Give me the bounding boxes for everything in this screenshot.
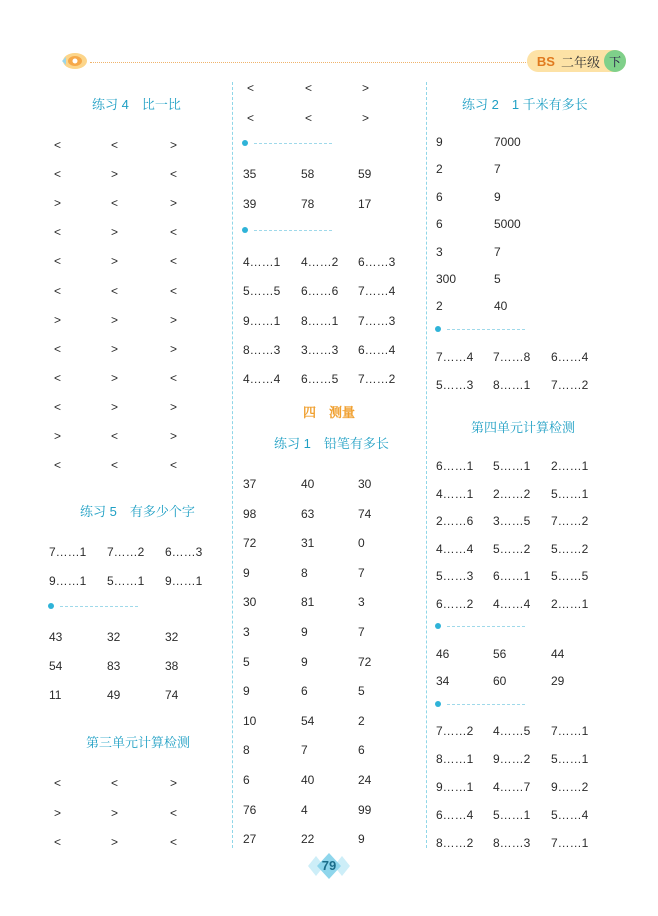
answer-cell: < [54,138,62,152]
answer-cell: < [111,283,119,298]
rocket-logo-icon [60,50,90,72]
answer-cell: 9……1 [165,574,203,588]
answer-cell: 2……1 [551,596,589,611]
answer-cell: < [111,776,119,790]
column-divider-right [426,82,427,848]
answer-cell: 27 [243,832,257,847]
answer-cell: 7……1 [551,724,589,738]
answer-cell: < [111,138,119,152]
answer-cell: < [170,458,178,473]
answer-cell: > [111,225,119,240]
section-separator [435,700,525,708]
answer-cell: 5……2 [551,541,589,556]
answer-cell: 35 [243,167,257,181]
answer-cell: 0 [358,536,365,551]
series-label: BS [536,53,555,69]
answer-cell: 32 [107,630,121,644]
answer-cell: 9 [301,654,308,669]
answer-cell: 74 [358,506,372,521]
answer-cell: 9……1 [243,313,281,328]
answer-cell: 8 [301,565,308,580]
answer-cell: > [111,254,119,269]
exercise-5-title: 练习 5 有多少个字 [80,504,195,519]
answer-cell: 40 [301,773,315,787]
answer-cell: 2……6 [436,514,474,528]
answer-cell: 5……1 [551,752,589,766]
exercise-4-title: 练习 4 比一比 [92,97,181,112]
answer-cell: 3 [358,595,365,610]
answer-cell: < [247,81,255,95]
answer-cell: < [170,167,178,182]
answer-cell: 7000 [494,135,521,149]
answer-cell: < [54,283,62,298]
answer-cell: 5 [243,654,250,669]
answer-cell: < [170,283,178,298]
page-number: 79 [321,858,337,873]
answer-cell: 54 [301,713,315,728]
answer-cell: 83 [107,659,121,673]
answer-cell: 38 [165,659,179,673]
section-separator [242,226,332,234]
answer-cell: < [54,370,62,385]
answer-cell: 5……5 [243,284,281,299]
answer-cell: 78 [301,197,315,211]
answer-cell: 99 [358,802,372,817]
answer-cell: 7 [358,565,365,580]
section-separator [48,602,138,610]
answer-cell: 7……1 [551,836,589,850]
answer-cell: > [170,312,178,327]
answer-cell: 54 [49,659,63,673]
answer-cell: 7……2 [107,545,145,559]
answer-cell: 39 [243,197,257,211]
answer-cell: 81 [301,595,315,610]
answer-cell: 6……3 [358,255,396,269]
answer-cell: 98 [243,506,257,521]
answer-cell: 2……2 [493,486,531,501]
answer-cell: 3 [436,244,443,259]
answer-cell: 8……3 [243,342,281,357]
answer-cell: < [170,225,178,240]
answer-cell: > [54,429,62,443]
answer-cell: 6 [436,217,443,232]
answer-cell: 22 [301,832,315,847]
answer-cell: 11 [49,688,62,702]
answer-cell: 6……4 [551,350,589,364]
answer-cell: 4……5 [493,724,531,738]
answer-cell: 49 [107,688,121,702]
answer-cell: 6 [243,773,250,787]
answer-cell: < [54,167,62,182]
answer-cell: 5……1 [107,574,145,588]
answer-cell: 8……3 [493,836,531,850]
answer-cell: 4 [301,802,308,817]
answer-cell: 5……3 [436,378,474,392]
answer-cell: > [362,111,370,125]
section-separator [242,139,332,147]
answer-cell: > [111,167,119,182]
answer-cell: < [170,805,178,820]
answer-cell: < [54,399,62,414]
answer-cell: 4……4 [493,596,531,611]
answer-cell: 40 [494,299,508,314]
answer-cell: 6……4 [436,808,474,822]
answer-cell: 8……1 [436,752,474,766]
answer-cell: 9 [243,565,250,580]
answer-cell: > [170,776,178,790]
answer-cell: 6 [436,189,443,204]
answer-cell: 6……3 [165,545,203,559]
answer-cell: < [54,225,62,240]
answer-cell: 32 [165,630,179,644]
answer-cell: < [170,254,178,269]
answer-cell: 24 [358,773,372,787]
answer-cell: 3 [243,625,250,639]
answer-cell: 7……4 [358,284,396,299]
answer-cell: 9 [301,625,308,639]
unit-3-check-title: 第三单元计算检测 [86,735,191,750]
answer-cell: > [111,399,119,414]
answer-cell: 8……1 [493,378,531,392]
answer-cell: 5……4 [551,808,589,822]
answer-cell: 5……5 [551,569,589,583]
answer-cell: 9……1 [436,780,474,794]
answer-cell: 9 [358,832,365,847]
answer-cell: < [54,254,62,269]
answer-cell: > [111,805,119,820]
answer-cell: 7……1 [49,545,87,559]
answer-cell: 56 [493,647,507,661]
answer-cell: < [54,835,62,849]
answer-cell: 9 [436,135,443,149]
answer-cell: < [305,81,313,95]
answer-cell: < [111,196,119,211]
answer-cell: 2 [436,299,443,314]
answer-cell: 40 [301,477,315,491]
answer-cell: < [305,111,313,125]
answer-cell: > [170,196,178,211]
answer-cell: 7……2 [436,724,474,738]
answer-cell: 9……2 [551,780,589,794]
answer-cell: 6……6 [301,284,339,299]
answer-cell: 4……1 [243,255,281,269]
answer-cell: 5……3 [436,569,474,583]
answer-cell: 4……4 [436,541,474,556]
answer-cell: 74 [165,688,179,702]
answer-cell: 9……2 [493,752,531,766]
answer-cell: 59 [358,167,372,181]
answer-cell: 63 [301,506,315,521]
answer-cell: 9 [494,189,501,204]
column-divider-left [232,82,233,848]
answer-cell: 44 [551,647,565,661]
answer-cell: 37 [243,477,257,491]
answer-cell: 2 [358,713,365,728]
answer-cell: 30 [358,477,372,491]
answer-cell: 8 [243,743,250,758]
answer-cell: 10 [243,713,257,728]
answer-cell: 6……5 [301,372,339,387]
header-dotted-line [90,62,548,63]
answer-cell: 34 [436,674,450,688]
answer-cell: > [362,81,370,95]
answer-cell: 76 [243,802,257,817]
answer-cell: 8……2 [436,836,474,850]
answer-cell: 7……3 [358,313,396,328]
answer-cell: 9 [243,684,250,699]
answer-cell: < [170,370,178,385]
grade-badge [527,50,626,72]
answer-cell: < [170,835,178,849]
answer-cell: 7 [301,743,308,758]
answer-cell: 3……5 [493,514,531,528]
unit-4-check-title: 第四单元计算检测 [471,420,576,435]
answer-cell: 30 [243,595,257,610]
answer-cell: > [54,196,62,211]
answer-cell: 6……4 [358,342,396,357]
answer-cell: > [170,138,178,152]
answer-cell: 7……8 [493,350,531,364]
section-separator [435,622,525,630]
unit-4-heading: 四 测量 [303,405,356,420]
answer-cell: 7 [358,625,365,639]
answer-cell: 4……2 [301,255,339,269]
answer-cell: < [54,776,62,790]
answer-cell: < [54,341,62,356]
answer-cell: 17 [358,197,372,211]
answer-cell: 6 [301,684,308,699]
answer-cell: 6……1 [493,569,531,583]
term-label: 下 [604,50,626,72]
answer-cell: > [111,341,119,356]
answer-cell: 5 [494,272,501,286]
answer-cell: 5……1 [493,808,531,822]
answer-cell: 43 [49,630,63,644]
answer-cell: 7……2 [551,378,589,392]
answer-cell: 5 [358,684,365,699]
answer-cell: < [111,458,119,473]
answer-cell: > [111,370,119,385]
answer-cell: < [54,458,62,473]
answer-cell: 60 [493,674,507,688]
answer-cell: > [170,429,178,443]
answer-cell: 46 [436,647,450,661]
answer-cell: 7……2 [358,372,396,387]
answer-cell: 72 [358,654,372,669]
answer-cell: 4……7 [493,780,531,794]
answer-cell: 9……1 [49,574,87,588]
answer-cell: 4……1 [436,486,474,501]
answer-cell: > [170,399,178,414]
answer-cell: 300 [436,272,457,286]
answer-cell: 5……1 [493,459,531,473]
answer-cell: > [111,835,119,849]
section-separator [435,325,525,333]
answer-cell: 3……3 [301,342,339,357]
exercise-1-title: 练习 1 铅笔有多长 [274,436,389,451]
answer-cell: 5000 [494,217,521,232]
answer-cell: > [54,805,62,820]
answer-cell: < [111,429,119,443]
answer-cell: 2……1 [551,459,589,473]
answer-cell: 58 [301,167,315,181]
answer-cell: 29 [551,674,565,688]
answer-cell: 5……2 [493,541,531,556]
answer-cell: 7……4 [436,350,474,364]
answer-cell: 5……1 [551,486,589,501]
exercise-2-title: 练习 2 1 千米有多长 [462,97,588,112]
answer-cell: 7……2 [551,514,589,528]
answer-cell: 7 [494,162,501,177]
answer-cell: 6……1 [436,459,474,473]
answer-cell: > [111,312,119,327]
page-number-badge [304,852,354,880]
answer-cell: 6 [358,743,365,758]
answer-cell: > [170,341,178,356]
answer-cell: 8……1 [301,313,339,328]
answer-cell: 6……2 [436,596,474,611]
answer-cell: 31 [301,536,315,551]
answer-cell: 4……4 [243,372,281,387]
answer-cell: 7 [494,244,501,259]
answer-cell: 2 [436,162,443,177]
grade-label: 二年级 [560,54,600,70]
answer-cell: < [247,111,255,125]
answer-cell: 72 [243,536,257,551]
answer-cell: > [54,312,62,327]
